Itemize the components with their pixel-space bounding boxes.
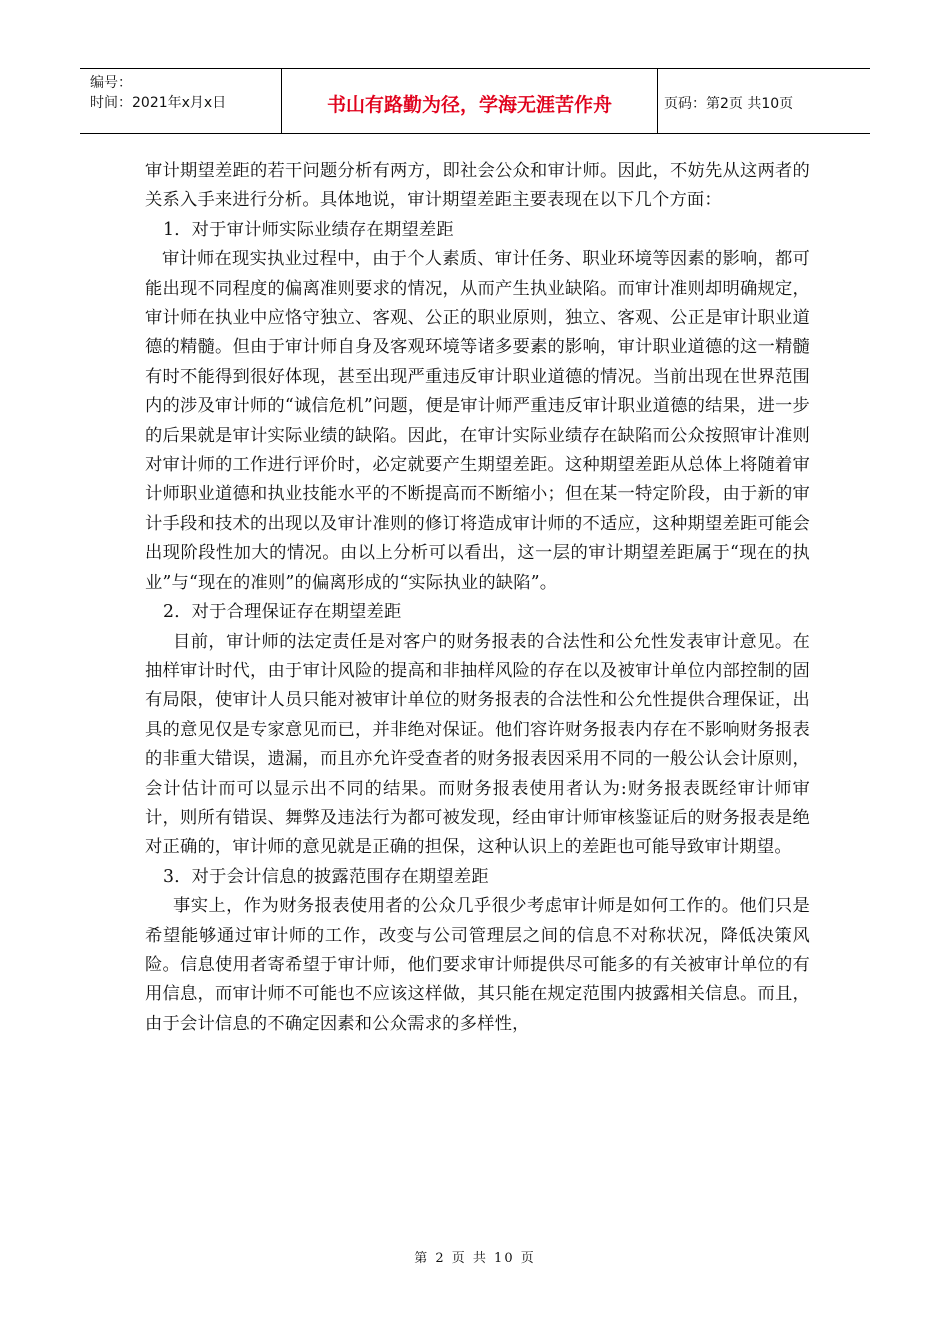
section-heading-2: 2．对于合理保证存在期望差距 xyxy=(163,602,402,623)
serial-number-label: 编号： xyxy=(90,75,132,91)
header-page-info: 页码：第2页 共10页 xyxy=(664,96,794,112)
page-header xyxy=(80,68,870,134)
paragraph-section-2: 目前，审计师的法定责任是对客户的财务报表的合法性和公允性发表审计意见。在抽样审计时代，由于审计风险的提高和非抽样风险的存在以及被审计单位内部控制的固有局限，使审计人员只能对被审计单位的财务报表的合法性和公允性提供合理保证，出具的意见仅是专家意见而已，并非绝对保证。他们容许财务报表内存在不影响财务报表的非重大错误，遗漏，而且亦允许受查者的财务报表因采用不同的一般公认会计原则，会计估计而可以显示出不同的结果。而财务报表使用者认为:财务报表既经审计师审计，则所有错误、舞弊及违法行为都可被发现，经由审计师审核鉴证后的财务报表是绝对正确的，审计师的意见就是正确的担保，这种认识上的差距也可能导致审计期望。 xyxy=(145,631,810,858)
section-heading-1: 1．对于审计师实际业绩存在期望差距 xyxy=(163,219,454,240)
header-motto: 书山有路勤为径，学海无涯苦作舟 xyxy=(282,69,658,133)
page-footer: 第 2 页 共 10 页 xyxy=(414,1251,536,1266)
paragraph-intro: 审计期望差距的若干问题分析有两方，即社会公众和审计师。因此，不妨先从这两者的关系入手来进行分析。具体地说，审计期望差距主要表现在以下几个方面： xyxy=(145,161,810,211)
paragraph-section-3: 事实上，作为财务报表使用者的公众几乎很少考虑审计师是如何工作的。他们只是希望能够通过审计师的工作，改变与公司管理层之间的信息不对称状况，降低决策风险。信息使用者寄希望于审计师，他们要求审计师提供尽可能多的有关被审计单位的有用信息，而审计师不可能也不应该这样做，其只能在规定范围内披露相关信息。而且，由于会计信息的不确定因素和公众需求的多样性， xyxy=(145,896,810,1034)
paragraph-section-1: 审计师在现实执业过程中，由于个人素质、审计任务、职业环境等因素的影响，都可能出现不同程度的偏离准则要求的情况，从而产生执业缺陷。而审计准则却明确规定，审计师在执业中应恪守独立、客观、公正的职业原则，独立、客观、公正是审计职业道德的精髓。但由于审计师自身及客观环境等诸多要素的影响，审计职业道德的这一精髓有时不能得到很好体现，甚至出现严重违反审计职业道德的情况。当前出现在世界范围内的涉及审计师的“诚信危机”问题，便是审计师严重违反审计职业道德的结果，进一步的后果就是审计实际业绩的缺陷。因此，在审计实际业绩存在缺陷而公众按照审计准则对审计师的工作进行评价时，必定就要产生期望差距。这种期望差距从总体上将随着审计师职业道德和执业技能水平的不断提高而不断缩小；但在某一特定阶段，由于新的审计手段和技术的出现以及审计准则的修订将造成审计师的不适应，这种期望差距可能会出现阶段性加大的情况。由以上分析可以看出，这一层的审计期望差距属于“现在的执业”与“现在的准则”的偏离形成的“实际执业的缺陷”。 xyxy=(145,249,810,593)
date-line: 时间：2021年x月x日 xyxy=(90,95,227,111)
document-body xyxy=(145,157,810,1039)
section-heading-3: 3．对于会计信息的披露范围存在期望差距 xyxy=(163,866,489,887)
header-meta xyxy=(80,69,282,133)
